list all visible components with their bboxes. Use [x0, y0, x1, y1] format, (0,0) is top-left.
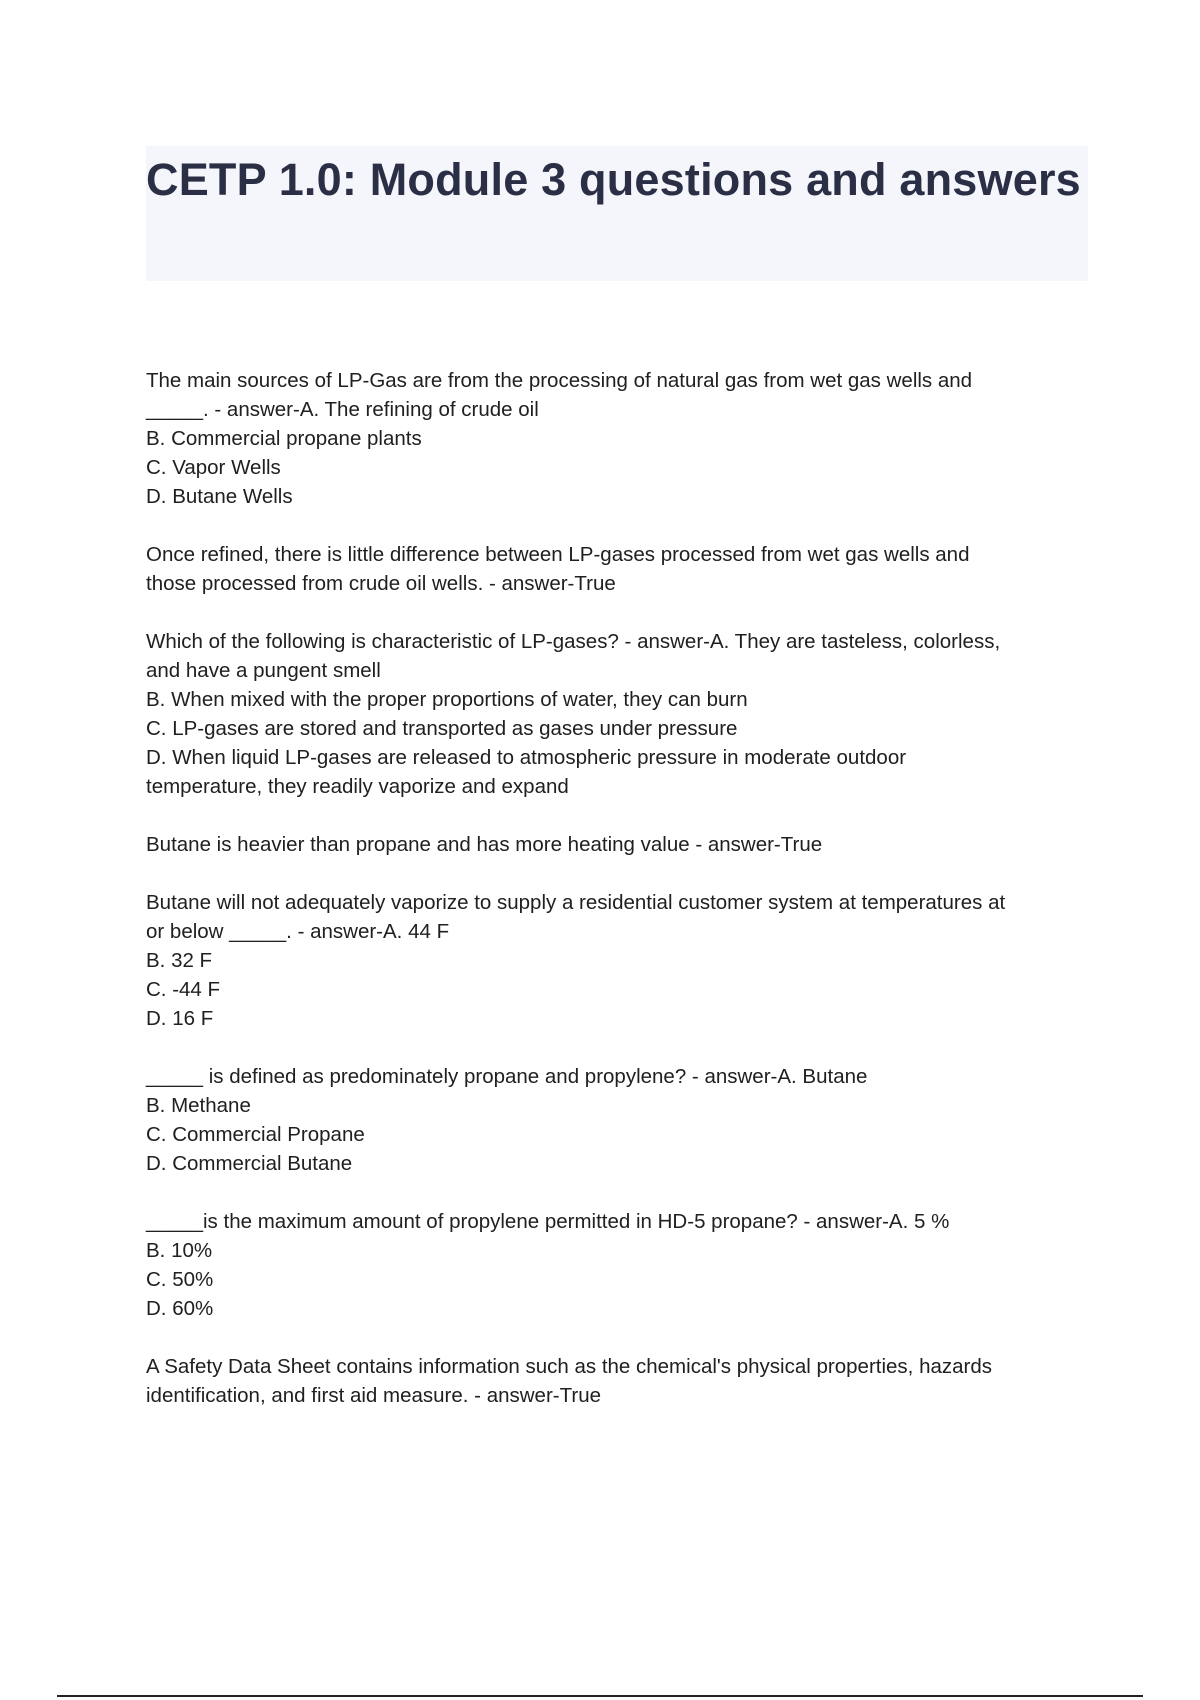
footer-divider: [57, 1695, 1143, 1697]
qa-text-line: or below _____. - answer-A. 44 F: [146, 920, 450, 943]
qa-item: [146, 830, 1086, 859]
qa-text-line: D. Commercial Butane: [146, 1152, 353, 1175]
qa-text-line: D. When liquid LP-gases are released to atmospheric pressure in moderate outdoor: [146, 746, 907, 769]
qa-question-line: Butane will not adequately vaporize to supply a residential customer system at temperatures at: [146, 891, 1006, 914]
qa-text-line: temperature, they readily vaporize and expand: [146, 775, 569, 798]
qa-question-line: Butane is heavier than propane and has more heating value - answer-True: [146, 833, 823, 856]
qa-text-line: and have a pungent smell: [146, 659, 381, 682]
qa-item: [146, 1207, 1086, 1323]
qa-text-line: _____. - answer-A. The refining of crude oil: [146, 398, 539, 421]
qa-text-line: those processed from crude oil wells. - answer-True: [146, 572, 616, 595]
qa-question-line: The main sources of LP-Gas are from the processing of natural gas from wet gas wells and: [146, 369, 973, 392]
qa-text-line: C. Commercial Propane: [146, 1123, 365, 1146]
qa-text-line: C. Vapor Wells: [146, 456, 281, 479]
qa-text-line: identification, and first aid measure. - answer-True: [146, 1384, 601, 1407]
qa-question-line: _____is the maximum amount of propylene permitted in HD-5 propane? - answer-A. 5 %: [146, 1210, 950, 1233]
qa-question-line: A Safety Data Sheet contains information such as the chemical's physical properties, hazards: [146, 1355, 992, 1378]
qa-text-line: D. 60%: [146, 1297, 214, 1320]
qa-text-line: B. Commercial propane plants: [146, 427, 422, 450]
qa-text-line: B. When mixed with the proper proportions of water, they can burn: [146, 688, 748, 711]
qa-text-line: B. 32 F: [146, 949, 213, 972]
qa-question-line: _____ is defined as predominately propane and propylene? - answer-A. Butane: [146, 1065, 868, 1088]
qa-text-line: B. Methane: [146, 1094, 251, 1117]
qa-item: [146, 627, 1086, 801]
page-title: CETP 1.0: Module 3 questions and answers: [146, 154, 1081, 205]
title-block: [146, 146, 1088, 281]
qa-text-line: B. 10%: [146, 1239, 213, 1262]
qa-text-line: D. Butane Wells: [146, 485, 293, 508]
qa-text-line: C. 50%: [146, 1268, 214, 1291]
qa-item: [146, 888, 1086, 1033]
qa-item: [146, 366, 1086, 511]
qa-item: [146, 1352, 1086, 1410]
qa-text-line: D. 16 F: [146, 1007, 214, 1030]
qa-item: [146, 1062, 1086, 1178]
qa-question-line: Which of the following is characteristic of LP-gases? - answer-A. They are tasteless, colorless,: [146, 630, 1001, 653]
qa-item: [146, 540, 1086, 598]
qa-list: [146, 366, 1086, 1439]
qa-text-line: C. LP-gases are stored and transported as gases under pressure: [146, 717, 738, 740]
qa-question-line: Once refined, there is little difference between LP-gases processed from wet gas wells and: [146, 543, 970, 566]
qa-text-line: C. -44 F: [146, 978, 221, 1001]
